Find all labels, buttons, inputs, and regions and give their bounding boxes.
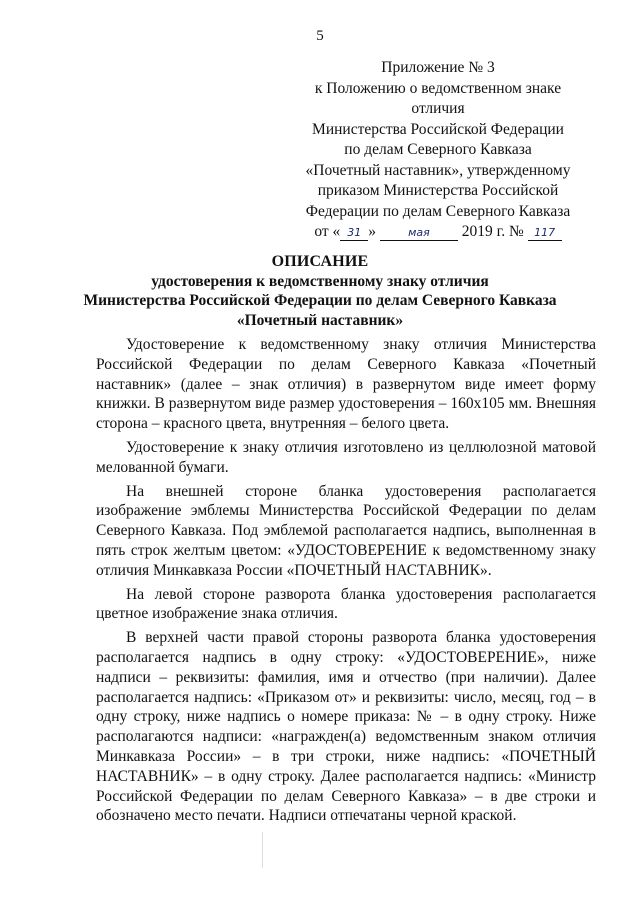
body-paragraph: Удостоверение к ведомственному знаку отличия Министерства Российской Федерации по делам Северного Кавказа «Почетный наставник» (далее – знак отличия) в развернутом виде имеет форму книжки. В развернутом виде размер удостоверения – 160х105 мм. Внешняя сторона – красного цвета, внутренняя – белого цвета. — [96, 336, 596, 433]
order-number-handwritten: 117 — [528, 226, 562, 241]
body-paragraph: Удостоверение к знаку отличия изготовлено из целлюлозной матовой мелованной бумаги. — [96, 438, 596, 476]
order-date-line — [288, 222, 588, 243]
order-month-handwritten: мая — [380, 226, 458, 241]
appendix-line: «Почетный наставник», утвержденному — [305, 161, 571, 179]
document-title-block — [0, 252, 640, 330]
order-year: 2019 г. № — [461, 223, 524, 240]
body-paragraph: На внешней стороне бланка удостоверения располагается изображение эмблемы Министерства Российской Федерации по делам Северного Кавказа. Под эмблемой располагается надпись, выполненная в пять строк желтым цветом: «УДОСТОВЕРЕНИЕ к ведомственному знаку отличия Минкавказа России «ПОЧЕТНЫЙ НАСТАВНИК». — [96, 482, 596, 579]
body-paragraph: В верхней части правой стороны разворота бланка удостоверения располагается надпись в одну строку: «УДОСТОВЕРЕНИЕ», ниже надписи – реквизиты: фамилия, имя и отчество (при наличии). Далее располагается надпись: «Приказом от» и реквизиты: число, месяц, год – в одну строку, ниже надпись о номере приказа: № – в одну строку. Ниже располагаются надписи: «награжден(а) ведомственным знаком отличия Минкавказа России» – в три строки, ниже надпись: «ПОЧЕТНЫЙ НАСТАВНИК» – в одну строку. Далее располагается надпись: «Министр Российской Федерации по делам Северного Кавказа» – в две строки и обозначено место печати. Надписи отпечатаны черной краской. — [96, 629, 596, 825]
document-body — [96, 335, 596, 830]
document-subtitle: Министерства Российской Федерации по делам Северного Кавказа — [83, 292, 557, 309]
page-number: 5 — [316, 28, 324, 44]
appendix-line: к Положению о ведомственном знаке отличия — [314, 79, 562, 117]
appendix-line: Министерства Российской Федерации — [312, 120, 564, 138]
order-prefix: от « — [314, 223, 341, 240]
appendix-line: Федерации по делам Северного Кавказа — [305, 202, 571, 220]
document-subtitle: «Почетный наставник» — [236, 311, 404, 329]
appendix-header — [288, 58, 588, 243]
scan-artifact — [262, 832, 263, 868]
appendix-title: Приложение № 3 — [381, 59, 495, 76]
appendix-line: по делам Северного Кавказа — [344, 141, 532, 158]
body-paragraph: На левой стороне разворота бланка удостоверения располагается цветное изображение знака отличия. — [96, 585, 596, 623]
appendix-line: приказом Министерства Российской — [317, 182, 559, 199]
order-day-handwritten: 31 — [340, 226, 368, 241]
order-quote-close: » — [368, 223, 377, 240]
document-subtitle: удостоверения к ведомственному знаку отличия — [151, 272, 489, 290]
document-title: ОПИСАНИЕ — [271, 253, 369, 270]
